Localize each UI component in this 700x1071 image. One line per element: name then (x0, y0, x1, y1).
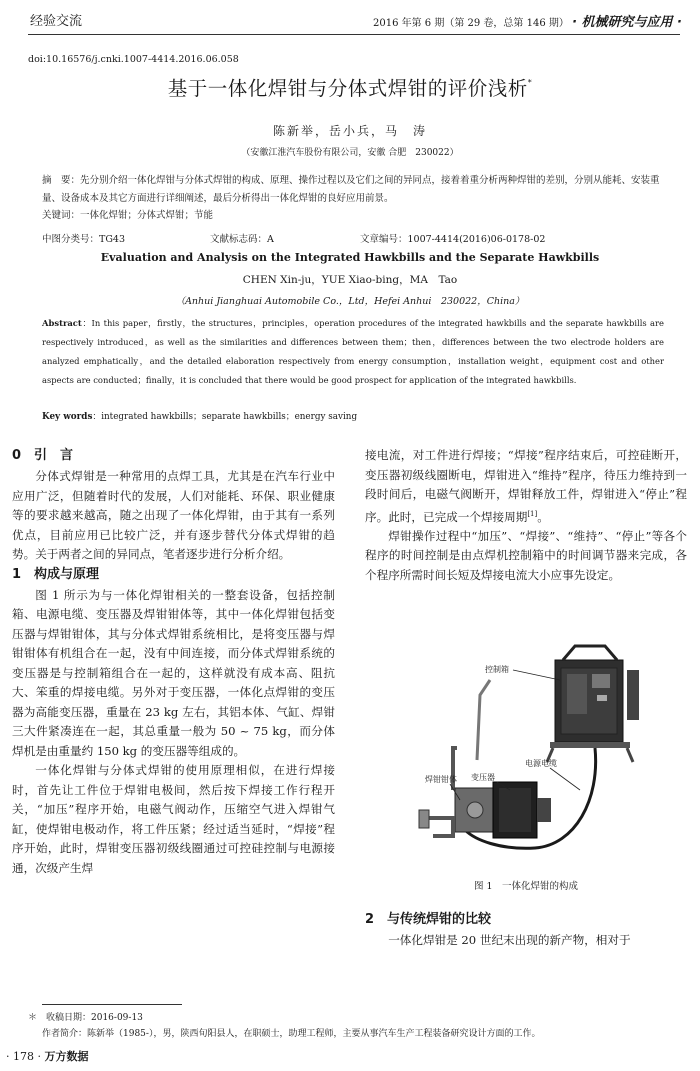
control-box-illustration (547, 646, 639, 762)
section-number: 2 (365, 912, 375, 927)
affiliation: （安徽江淮汽车股份有限公司，安徽 合肥 230022） (241, 148, 459, 158)
title-footnote-mark: * (527, 78, 533, 87)
label-power-cable: 电源电缆 (525, 759, 557, 768)
article-number: 文章编号：1007-4414(2016)06-0178-02 (360, 234, 546, 245)
english-affiliation: （Anhui Jianghuai Automobile Co.，Ltd，Hefei Anhui 230022，China） (175, 296, 525, 307)
paragraph: 焊钳操作过程中“加压”、“焊接”、“维持”、“停止”等各个程序的时间控制是由点焊机控制箱中的时间调节器来完成，各个程序所需时间长短及焊接电流大小应事先设定。 (365, 528, 687, 582)
header-issue-info (373, 11, 682, 30)
paragraph: 分体式焊钳是一种常用的点焊工具，尤其是在汽车行业中应用广泛，但随着时代的发展，人们对能耗、环保、职业健康等的要求越来越高，随之出现了一体化焊钳，由于其有一系列优点，目前应用已比较广泛，并有逐步替代分体式焊钳的趋势。关于两者之间的异同点，笔者逐步进行分析介绍。 (12, 469, 335, 561)
section-heading-2 (365, 910, 687, 930)
label-control-box: 控制箱 (485, 665, 509, 674)
english-keywords (42, 409, 662, 422)
paper-title-text: 基于一体化焊钳与分体式焊钳的评价浅析 (167, 77, 528, 100)
publisher-logo: 万方数据 (44, 1050, 89, 1063)
keywords-cn: 关键词：一体化焊钳；分体式焊钳；节能 (42, 210, 214, 221)
footnote-received: ＊ 收稿日期：2016-09-13 (28, 1013, 143, 1023)
paragraph: 图 1 所示为与一体化焊钳相关的一整套设备，包括控制箱、电源电缆、变压器及焊钳钳体等，其中一体化焊钳包括变压器与焊钳钳体，其与分体式焊钳系统相比，是将变压器与焊钳钳体有机组合在一起，没有中间连接，而分体式焊钳系统的变压器是与控制箱组合在一起的，这样就没有成本高、阻抗大、笨重的焊接电缆。另外对于变压器，一体化点焊钳的变压器为高能变压器，重量在 23 kg 左右，其铝本体、气缸、焊钳三大件紧凑连在一起，其总重量一般为 50 ~ 75 kg，而分体焊机是由重量约 150 kg 的变压器等组成的。 (12, 587, 335, 758)
abstract-cn-text: 摘 要：先分别介绍一体化焊钳与分体式焊钳的构成、原理、操作过程以及它们之间的异同点，接着着重分析两种焊钳的差别，分别从能耗、安装重量、设备成本及其它方面进行详细阐述，最后分析得出一体化焊钳的良好应用前景。 (42, 175, 660, 204)
section-title: 引 言 (34, 448, 74, 463)
authors: 陈新举，岳小兵，马 涛 (272, 124, 427, 138)
section-number: 1 (12, 566, 22, 582)
classification: 中图分类号：TG43 (42, 234, 126, 245)
paragraph: 一体化焊钳与分体式焊钳的使用原理相似，在进行焊接时，首先让工件位于焊钳电极间，然后按下焊接工作行程开关，“加压”程序开始，电磁气阀动作，压缩空气进入焊钳气缸，使焊钳电极动作，将工件压紧；经过适当延时，“焊接”程序开始，此时，焊钳变压器初级线圈通过可控硅控制与电源接通，次级产生焊 (12, 763, 335, 875)
section-heading-0 (12, 446, 335, 466)
english-abstract-label: Abstract (42, 318, 82, 328)
paragraph (365, 446, 687, 527)
header-section: 经验交流 (30, 14, 83, 29)
footnote-rule (42, 1004, 182, 1005)
english-keywords-text: ：integrated hawkbills；separate hawkbills；energy saving (92, 412, 358, 422)
paragraph-text: 接电流，对工件进行焊接；“焊接”程序结束后，可控硅断开，变压器初级线圈断电，焊钳进入“维持”程序，待压力维持到一段时间后，电磁气阀断开，焊钳释放工件，焊钳进入“停止”程序。此时，已完成一个焊接周期 (365, 448, 687, 524)
body-column-left (12, 446, 335, 878)
paper-title (0, 73, 700, 101)
section-title: 与传统焊钳的比较 (387, 912, 492, 927)
classification-row (42, 231, 662, 247)
body-column-right-bottom (365, 910, 687, 951)
section-number: 0 (12, 448, 22, 463)
english-authors: CHEN Xin-ju，YUE Xiao-bing，MA Tao (242, 274, 458, 286)
abstract-cn (42, 172, 662, 225)
header-journal: · 机械研究与应用 · (572, 15, 682, 30)
citation: [1] (527, 509, 538, 518)
doc-code: 文献标志码：A (210, 234, 274, 245)
doi: doi:10.16576/j.cnki.1007-4414.2016.06.058 (28, 54, 239, 65)
footnote-author-bio: 作者简介：陈新举（1985-），男，陕西旬阳县人，在职硕士，助理工程师，主要从事汽车生产工程装备研究设计方面的工作。 (42, 1029, 541, 1039)
english-abstract-text: ：In this paper，firstly，the structures，principles，operation procedures of the integrated hawkbills and the separate hawkbills are respectively introduced，as well as the similarities and differences between them；then，differences between the two electrode holders are analyzed emphatically，and the detailed elaboration respectively from energy consumption，installation weight，equipment cost and other aspects are conducted；finally，it is concluded that there would be good prospect for application of the integrated hawkbills. (42, 318, 664, 385)
section-title: 构成与原理 (34, 566, 100, 582)
paragraph: 一体化焊钳是 20 世纪末出现的新产物，相对于 (388, 933, 631, 947)
figure-illustration (405, 640, 655, 872)
page-footer (6, 1048, 88, 1064)
figure-caption: 图 1 一体化焊钳的构成 (473, 881, 579, 892)
label-gun-body: 焊钳钳体 (425, 775, 457, 784)
label-transformer: 变压器 (471, 773, 495, 782)
header-issue: 2016 年第 6 期（第 29 卷，总第 146 期） (373, 18, 569, 29)
paragraph-end: 。 (537, 509, 549, 524)
page-number: · 178 · (6, 1050, 41, 1063)
english-abstract (42, 314, 664, 390)
english-title: Evaluation and Analysis on the Integrated Hawkbills and the Separate Hawkbills (100, 251, 600, 264)
header-rule (28, 34, 680, 35)
section-heading-1 (12, 565, 335, 585)
english-keywords-label: Key words (42, 412, 93, 422)
figure-1 (405, 640, 655, 872)
body-column-right (365, 446, 687, 585)
